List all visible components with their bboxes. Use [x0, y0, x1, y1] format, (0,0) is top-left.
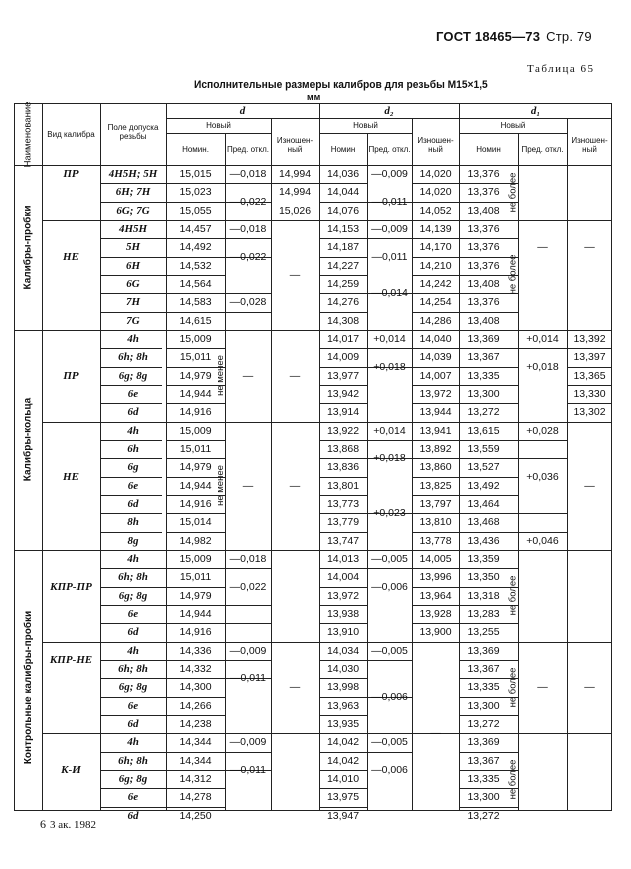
d-deviation-cell: —0,011	[230, 764, 266, 777]
d2-nominal-cell: 14,017	[326, 333, 360, 346]
d2-deviation-cell: +0,018	[373, 360, 406, 373]
d-nominal-cell: 14,300	[179, 681, 212, 694]
h-rule	[367, 568, 412, 569]
tolerance-cell: 6d	[127, 626, 139, 639]
d1-worn-cell: 13,365	[573, 369, 606, 382]
tolerance-cell: 8h	[127, 516, 139, 529]
d1-nominal-cell: 13,492	[467, 479, 500, 492]
d-worn-cell: 14,994	[278, 168, 312, 181]
gauge-type-cell: КПР-ПР	[50, 580, 92, 593]
tolerance-cell: 6G	[126, 278, 140, 291]
d-deviation-cell: —0,022	[229, 195, 267, 208]
gauge-type-cell: КПР-НЕ	[49, 654, 93, 667]
gauge-type-cell: К-И	[61, 764, 81, 777]
tolerance-cell: 6d	[127, 406, 139, 419]
d2-worn-cell: 13,996	[419, 571, 452, 584]
tolerance-cell: 6g; 8g	[118, 773, 148, 786]
d1-nominal-cell: 13,408	[467, 278, 500, 291]
h-rule	[14, 330, 42, 331]
nominal-header: Номин	[476, 144, 501, 154]
h-rule	[225, 238, 271, 239]
d1-header: d₁	[530, 104, 541, 117]
d2-worn-cell: 13,972	[419, 388, 452, 401]
d-deviation-cell: —0,009	[229, 644, 267, 657]
footer-code: 3 ак. 1982	[50, 819, 96, 831]
new-header: Новый	[500, 121, 526, 130]
d2-deviation-cell: —0,005	[371, 553, 408, 566]
d2-worn-cell: 14,139	[419, 223, 452, 236]
d-worn-cell: 14,994	[278, 186, 312, 199]
d-nominal-cell: 15,014	[179, 516, 212, 529]
d2-nominal-cell: 14,034	[326, 644, 360, 657]
tolerance-cell: 6e	[127, 699, 139, 712]
d2-worn-cell: 14,039	[419, 351, 452, 364]
dash-cell: —	[584, 681, 595, 694]
nominal-header: Номин.	[182, 144, 209, 154]
d1-nominal-cell: 13,335	[467, 773, 500, 786]
d2-nominal-cell: 13,747	[326, 534, 360, 547]
d2-worn-cell: 14,170	[419, 241, 452, 254]
h-rule	[518, 513, 567, 514]
d2-worn-cell: 14,020	[419, 186, 452, 199]
tolerance-cell: 6h; 8h	[118, 351, 148, 364]
d2-worn-cell: 13,928	[419, 608, 452, 621]
d1-nominal-cell: 13,300	[467, 388, 500, 401]
group-rings: Калибры-кольца	[22, 398, 34, 482]
d2-deviation-cell: —0,014	[371, 287, 408, 300]
d-nominal-cell: 14,979	[179, 461, 212, 474]
note-ne-bolee: не более	[507, 759, 519, 799]
d2-nominal-cell: 13,942	[326, 388, 360, 401]
d2-deviation-cell: —0,011	[371, 250, 408, 263]
tolerance-header: Поле допуска резьбы	[107, 123, 159, 141]
d2-worn-cell: 14,020	[419, 168, 452, 181]
gauge-type-cell: НЕ	[63, 250, 79, 263]
d1-worn-cell: 13,302	[573, 406, 606, 419]
d1-deviation-cell: +0,036	[526, 470, 559, 483]
d1-nominal-cell: 13,367	[467, 351, 500, 364]
d2-nominal-cell: 14,153	[326, 223, 360, 236]
d2-worn-cell: 13,944	[419, 406, 452, 419]
d2-nominal-cell: 13,910	[326, 626, 360, 639]
d-nominal-cell: 15,055	[179, 204, 212, 217]
d2-nominal-cell: 14,010	[326, 773, 360, 786]
d1-nominal-cell: 13,464	[467, 498, 500, 511]
d1-nominal-cell: 13,376	[467, 223, 500, 236]
d2-nominal-cell: 14,076	[326, 204, 360, 217]
d2-deviation-cell: +0,018	[373, 452, 406, 465]
tolerance-cell: 6H	[125, 259, 141, 272]
d2-nominal-cell: 13,773	[326, 498, 360, 511]
d2-nominal-cell: 14,308	[326, 314, 360, 327]
gauge-type-header: Вид калибра	[47, 129, 95, 139]
note-ne-bolee: не более	[507, 575, 519, 616]
d-nominal-cell: 14,238	[179, 718, 212, 731]
d2-deviation-cell: —0,006	[371, 580, 408, 593]
dash-cell: —	[584, 241, 595, 254]
d1-nominal-cell: 13,272	[467, 809, 500, 822]
d-nominal-cell: 15,023	[179, 186, 212, 199]
h-rule	[518, 458, 567, 459]
d2-nominal-cell: 13,963	[326, 699, 360, 712]
d2-worn-cell: 13,860	[419, 461, 452, 474]
d2-nominal-cell: 14,030	[326, 663, 360, 676]
d-nominal-cell: 15,015	[179, 168, 212, 181]
d-nominal-cell: 14,532	[179, 259, 212, 272]
tolerance-cell: 6e	[127, 608, 139, 621]
tolerance-cell: 6h; 8h	[118, 663, 148, 676]
d1-nominal-cell: 13,255	[467, 626, 500, 639]
d2-nominal-cell: 14,009	[326, 351, 360, 364]
d-worn-cell: 15,026	[278, 204, 312, 217]
d2-nominal-cell: 13,779	[326, 516, 360, 529]
v-rule	[14, 103, 15, 811]
d1-nominal-cell: 13,350	[467, 571, 500, 584]
note-ne-bolee: не более	[507, 667, 519, 708]
d-deviation-cell: —0,011	[230, 672, 266, 685]
tolerance-cell: 6g; 8g	[118, 369, 148, 382]
tolerance-cell: 6h; 8h	[118, 571, 148, 584]
d2-nominal-cell: 14,004	[326, 571, 360, 584]
dash-cell: —	[289, 268, 301, 281]
d2-nominal-cell: 14,042	[326, 736, 360, 749]
h-rule	[518, 440, 567, 441]
h-rule	[367, 348, 412, 349]
tolerance-cell: 6e	[127, 791, 139, 804]
d1-nominal-cell: 13,367	[467, 754, 500, 767]
d2-worn-cell: 13,892	[419, 443, 452, 456]
d1-nominal-cell: 13,376	[467, 168, 500, 181]
d-nominal-cell: 14,312	[179, 773, 212, 786]
d-deviation-cell: —0,028	[229, 296, 267, 309]
d1-nominal-cell: 13,272	[467, 718, 500, 731]
d-nominal-cell: 14,344	[179, 754, 212, 767]
d2-nominal-cell: 14,013	[326, 553, 360, 566]
tolerance-cell: 6d	[127, 498, 139, 511]
d-nominal-cell: 14,250	[179, 809, 212, 822]
d1-nominal-cell: 13,369	[467, 736, 500, 749]
d-nominal-cell: 15,011	[179, 443, 212, 456]
d-nominal-cell: 14,332	[179, 663, 212, 676]
h-rule	[225, 605, 271, 606]
d1-nominal-cell: 13,318	[467, 589, 500, 602]
tolerance-cell: 6g	[127, 461, 139, 474]
d-nominal-cell: 14,266	[179, 699, 212, 712]
d2-deviation-cell: —0,011	[371, 195, 408, 208]
d1-nominal-cell: 13,559	[467, 443, 500, 456]
d2-header: d₂	[384, 104, 394, 117]
d-nominal-cell: 14,615	[179, 314, 212, 327]
d-nominal-cell: 14,344	[179, 736, 212, 749]
d2-nominal-cell: 13,868	[326, 443, 360, 456]
d2-nominal-cell: 14,276	[326, 296, 360, 309]
footer-number: 6	[40, 817, 46, 831]
d1-nominal-cell: 13,408	[467, 314, 500, 327]
dash-cell: —	[242, 369, 254, 382]
d-nominal-cell: 14,916	[179, 406, 212, 419]
d-nominal-cell: 15,009	[179, 333, 212, 346]
tolerance-cell: 4H5H	[118, 223, 148, 236]
d1-nominal-cell: 13,369	[467, 333, 500, 346]
d-nominal-cell: 14,979	[179, 369, 212, 382]
d-nominal-cell: 14,944	[179, 479, 212, 492]
new-header: Новый	[353, 121, 378, 130]
d2-worn-cell: 13,778	[419, 534, 452, 547]
d2-worn-cell: 14,005	[419, 553, 452, 566]
dash-cell: —	[289, 479, 301, 492]
note-ne-bolee: не более	[507, 172, 519, 213]
note-ne-menee: не менее	[214, 465, 226, 507]
tolerance-cell: 6g; 8g	[118, 589, 148, 602]
d-nominal-cell: 14,564	[179, 278, 212, 291]
h-rule	[225, 752, 271, 753]
d2-deviation-cell: —0,009	[371, 223, 408, 236]
d-nominal-cell: 15,009	[179, 424, 212, 437]
tolerance-cell: 7H	[125, 296, 141, 309]
deviation-header: Пред. откл.	[368, 144, 411, 154]
h-rule	[518, 348, 567, 349]
d2-nominal-cell: 13,801	[326, 479, 360, 492]
d-nominal-cell: 14,336	[179, 644, 212, 657]
d2-deviation-cell: +0,014	[373, 424, 406, 437]
d2-nominal-cell: 13,836	[326, 461, 360, 474]
dash-cell: —	[584, 479, 595, 492]
dash-cell: —	[289, 681, 301, 694]
d2-deviation-cell: —0,009	[371, 168, 408, 181]
d2-worn-cell: 13,900	[419, 626, 452, 639]
d1-nominal-cell: 13,335	[467, 681, 500, 694]
d1-worn-cell: 13,330	[573, 388, 606, 401]
d1-nominal-cell: 13,527	[467, 461, 500, 474]
d1-nominal-cell: 13,335	[467, 369, 500, 382]
d2-nominal-cell: 13,935	[326, 718, 360, 731]
d2-worn-cell: 14,210	[419, 259, 452, 272]
d2-deviation-cell: —0,005	[371, 736, 408, 749]
d1-nominal-cell: 13,615	[467, 424, 500, 437]
tolerance-cell: 6e	[127, 388, 139, 401]
d1-deviation-cell: +0,028	[526, 424, 559, 437]
gauge-type-cell: ПР	[63, 369, 79, 382]
tolerance-cell: 6d	[127, 718, 139, 731]
tolerance-cell: 6H; 7H	[115, 186, 151, 199]
d-nominal-cell: 15,009	[179, 553, 212, 566]
gauge-type-cell: ПР	[63, 168, 79, 181]
d-nominal-cell: 14,944	[179, 388, 212, 401]
page-header	[436, 29, 592, 44]
group-control-plugs: Контрольные калибры-пробки	[22, 610, 34, 765]
d-nominal-cell: 15,011	[179, 351, 212, 364]
d1-deviation-cell: +0,014	[526, 333, 559, 346]
d2-deviation-cell: —0,005	[371, 644, 408, 657]
d1-deviation-cell: +0,018	[526, 360, 559, 373]
d2-nominal-cell: 13,922	[326, 424, 360, 437]
tolerance-cell: 4H5H; 5H	[108, 168, 158, 181]
deviation-header: Пред. откл.	[521, 144, 564, 154]
d2-worn-cell: 13,810	[419, 516, 452, 529]
d1-nominal-cell: 13,300	[467, 699, 500, 712]
d1-nominal-cell: 13,369	[467, 644, 500, 657]
v-rule	[42, 103, 43, 811]
tolerance-cell: 4h	[127, 333, 139, 346]
d2-nominal-cell: 13,972	[326, 589, 360, 602]
d-nominal-cell: 14,278	[179, 791, 212, 804]
h-rule	[225, 660, 271, 661]
h-rule	[367, 752, 412, 753]
d-deviation-cell: —0,022	[229, 580, 267, 593]
tolerance-cell: 4h	[127, 424, 139, 437]
h-rule	[225, 312, 271, 313]
d-nominal-cell: 15,011	[179, 571, 212, 584]
d-nominal-cell: 14,979	[179, 589, 212, 602]
d2-nominal-cell: 13,938	[326, 608, 360, 621]
d2-nominal-cell: 13,977	[326, 369, 360, 382]
d2-nominal-cell: 13,998	[326, 681, 360, 694]
tolerance-cell: 5H	[125, 241, 141, 254]
h-rule	[367, 660, 412, 661]
d2-nominal-cell: 14,259	[326, 278, 360, 291]
group-plugs: Калибры-пробки	[22, 205, 34, 290]
worn-header: Изношен-ный	[417, 135, 454, 154]
unit-label: мм	[307, 92, 321, 102]
table-title: Исполнительные размеры калибров для резьбы M15×1,5	[194, 79, 488, 91]
d-deviation-cell: —0,018	[229, 553, 267, 566]
d1-nominal-cell: 13,376	[467, 259, 500, 272]
d1-nominal-cell: 13,408	[467, 204, 500, 217]
h-rule	[14, 550, 42, 551]
naming-header: Наименование	[22, 101, 34, 167]
d-nominal-cell: 14,492	[179, 241, 212, 254]
h-rule	[367, 440, 412, 441]
d-deviation-cell: —0,009	[229, 736, 267, 749]
dash-cell: —	[430, 727, 441, 740]
tolerance-cell: 6h; 8h	[118, 754, 148, 767]
d1-worn-cell: 13,392	[573, 333, 606, 346]
page-footer	[40, 817, 96, 832]
deviation-header: Пред. откл.	[226, 144, 269, 154]
d-nominal-cell: 14,982	[179, 534, 212, 547]
d2-worn-cell: 13,825	[419, 479, 452, 492]
page-number: Стр. 79	[546, 29, 592, 44]
d1-nominal-cell: 13,376	[467, 296, 500, 309]
d2-nominal-cell: 13,947	[326, 809, 360, 822]
d1-deviation-cell: +0,046	[526, 534, 559, 547]
d-nominal-cell: 14,457	[179, 223, 212, 236]
d2-deviation-cell: +0,014	[373, 333, 406, 346]
tolerance-cell: 4h	[127, 736, 139, 749]
note-ne-menee: не менее	[214, 355, 226, 397]
d2-worn-cell: 14,007	[419, 369, 452, 382]
tolerance-cell: 7G	[126, 314, 140, 327]
dash-cell: —	[537, 241, 548, 254]
d2-nominal-cell: 14,044	[326, 186, 360, 199]
d2-nominal-cell: 14,042	[326, 754, 360, 767]
tolerance-cell: 4h	[127, 553, 139, 566]
d2-nominal-cell: 14,227	[326, 259, 360, 272]
d-deviation-cell: —0,018	[229, 223, 267, 236]
tolerance-cell: 4h	[127, 644, 139, 657]
d-nominal-cell: 14,916	[179, 498, 212, 511]
tolerance-cell: 6g; 8g	[118, 681, 148, 694]
d2-nominal-cell: 14,036	[326, 168, 360, 181]
tolerance-cell: 6e	[127, 479, 139, 492]
d2-deviation-cell: —0,006	[371, 764, 408, 777]
d1-nominal-cell: 13,283	[467, 608, 500, 621]
d2-nominal-cell: 13,914	[326, 406, 360, 419]
d2-nominal-cell: 14,187	[326, 241, 360, 254]
d1-nominal-cell: 13,300	[467, 791, 500, 804]
d2-deviation-cell: —0,006	[371, 690, 408, 703]
d2-worn-cell: 13,964	[419, 589, 452, 602]
d1-nominal-cell: 13,376	[467, 241, 500, 254]
d2-worn-cell: 14,254	[419, 296, 452, 309]
tolerance-cell: 6G; 7G	[116, 204, 150, 217]
d1-worn-cell: 13,397	[573, 351, 606, 364]
note-ne-bolee: не более	[507, 255, 519, 295]
d-nominal-cell: 14,583	[179, 296, 212, 309]
d1-nominal-cell: 13,367	[467, 663, 500, 676]
d2-deviation-cell: +0,023	[373, 507, 406, 520]
dash-cell: —	[289, 369, 301, 382]
h-rule	[225, 568, 271, 569]
nominal-header: Номин	[330, 144, 356, 154]
d2-worn-cell: 13,941	[419, 424, 452, 437]
h-rule	[225, 623, 271, 624]
dimensions-table	[14, 101, 612, 822]
d-nominal-cell: 14,916	[179, 626, 212, 639]
d1-nominal-cell: 13,359	[467, 553, 500, 566]
d2-worn-cell: 14,040	[419, 333, 452, 346]
d1-nominal-cell: 13,376	[467, 186, 500, 199]
d2-worn-cell: 14,052	[419, 204, 452, 217]
d-header: d	[239, 104, 246, 117]
tolerance-cell: 6h	[127, 443, 139, 456]
d1-nominal-cell: 13,272	[467, 406, 500, 419]
table-label: Таблица 65	[527, 63, 595, 75]
tolerance-cell: 6d	[127, 809, 139, 822]
d-nominal-cell: 14,944	[179, 608, 212, 621]
d1-nominal-cell: 13,436	[467, 534, 500, 547]
d2-worn-cell: 14,286	[419, 314, 452, 327]
dash-cell: —	[537, 681, 548, 694]
new-header: Новый	[206, 121, 231, 130]
d1-nominal-cell: 13,468	[467, 516, 500, 529]
worn-header: Изношен-ный	[571, 135, 608, 154]
tolerance-cell: 8g	[127, 534, 139, 547]
d-deviation-cell: —0,018	[229, 168, 267, 181]
d2-worn-cell: 13,797	[419, 498, 452, 511]
d2-nominal-cell: 13,975	[326, 791, 360, 804]
dash-cell: —	[242, 479, 254, 492]
standard-code: ГОСТ 18465—73	[436, 29, 541, 44]
h-rule	[367, 238, 412, 239]
d-deviation-cell: —0,022	[229, 250, 267, 263]
worn-header: Изношен-ный	[276, 135, 314, 154]
d2-worn-cell: 14,242	[419, 278, 452, 291]
gauge-type-cell: НЕ	[63, 470, 79, 483]
